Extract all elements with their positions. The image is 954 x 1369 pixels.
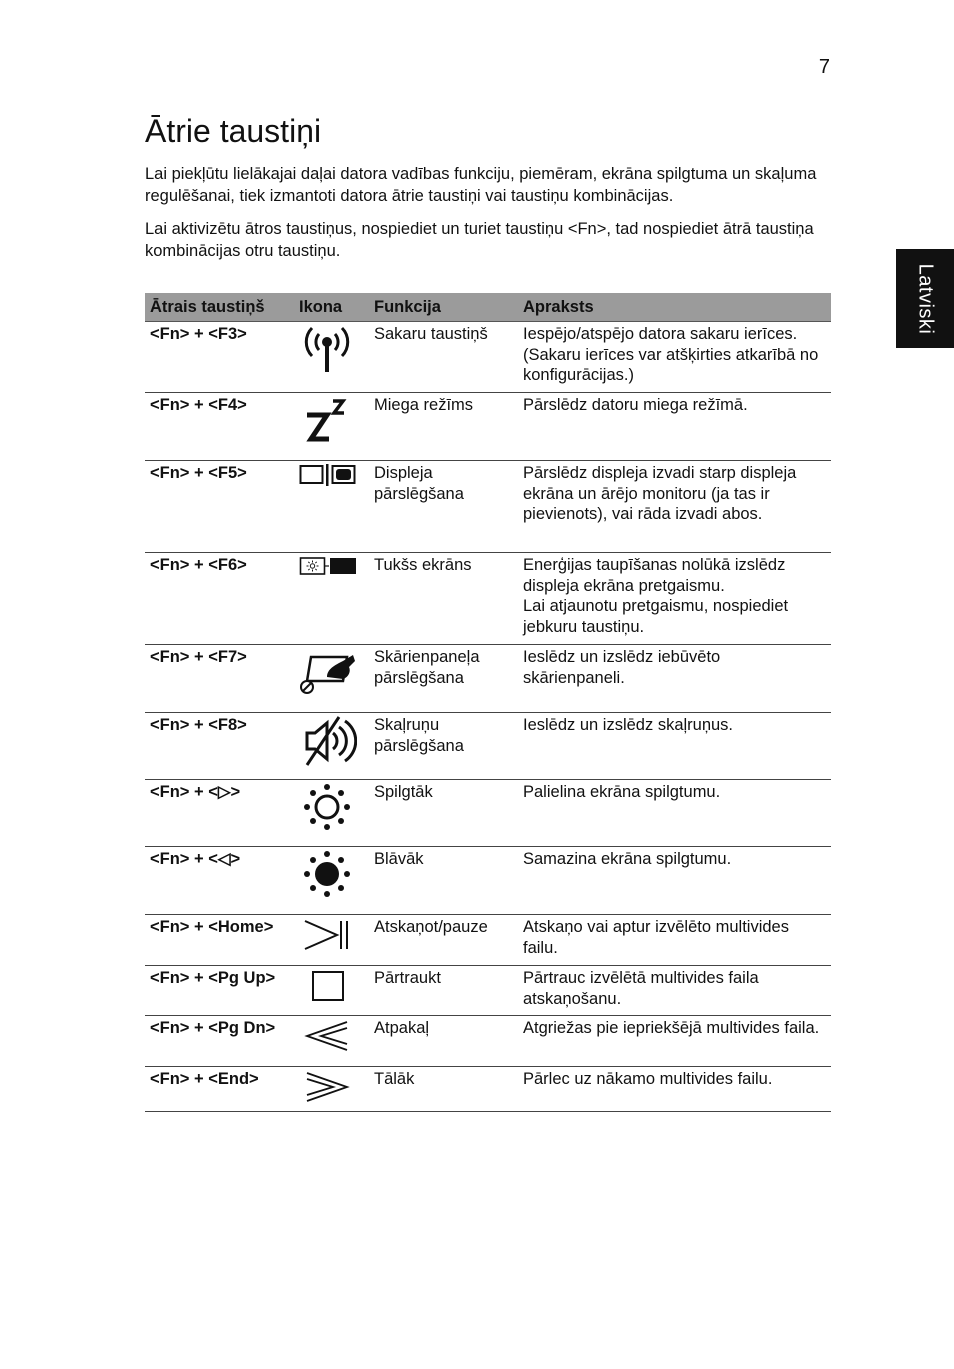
description-cell: Pārslēdz datoru miega režīmā. bbox=[518, 393, 831, 461]
header-hotkey: Ātrais taustiņš bbox=[145, 293, 294, 322]
function-cell: Miega režīms bbox=[369, 393, 518, 461]
table-row bbox=[145, 915, 831, 966]
screen-blank-icon bbox=[299, 555, 357, 577]
hotkey-cell: <Fn> + <F3> bbox=[145, 322, 294, 393]
function-cell: Atpakaļ bbox=[369, 1016, 518, 1067]
previous-icon bbox=[299, 1018, 355, 1054]
header-icon: Ikona bbox=[294, 293, 369, 322]
intro-paragraph-2: Lai aktivizētu ātros taustiņus, nospiediet un turiet taustiņu <Fn>, tad nospiediet ātrā taustiņa kombinācijas otru taustiņu. bbox=[145, 220, 814, 260]
display-toggle-icon bbox=[299, 463, 357, 487]
intro-paragraph-1: Lai piekļūtu lielākajai daļai datora vadības funkciju, piemēram, ekrāna spilgtuma un skaļuma regulēšanai, tiek izmantoti datora ātrie taustiņi vai taustiņu kombinācijas. bbox=[145, 165, 817, 205]
table-row bbox=[145, 393, 831, 461]
description-cell: Ieslēdz un izslēdz iebūvēto skārienpaneli. bbox=[518, 645, 831, 713]
page-title: Ātrie taustiņi bbox=[145, 113, 322, 149]
description-cell: Ieslēdz un izslēdz skaļruņus. bbox=[518, 713, 831, 780]
description-cell: Samazina ekrāna spilgtumu. bbox=[518, 847, 831, 915]
table-row bbox=[145, 1067, 831, 1112]
function-cell: Skaļruņu pārslēgšana bbox=[369, 713, 518, 780]
function-cell: Atskaņot/pauze bbox=[369, 915, 518, 966]
header-description: Apraksts bbox=[518, 293, 831, 322]
hotkey-cell: <Fn> + <F7> bbox=[145, 645, 294, 713]
description-cell: Pārlec uz nākamo multivides failu. bbox=[518, 1067, 831, 1112]
description-cell: Atgriežas pie iepriekšējā multivides faila. bbox=[518, 1016, 831, 1067]
table-row bbox=[145, 322, 831, 393]
hotkeys-table bbox=[145, 293, 831, 1112]
stop-icon bbox=[299, 968, 355, 1004]
brightness-up-icon bbox=[299, 782, 355, 832]
hotkey-cell: <Fn> + <▷> bbox=[145, 780, 294, 847]
description-cell: Pārtrauc izvēlētā multivides faila atskaņošanu. bbox=[518, 966, 831, 1016]
touchpad-toggle-icon bbox=[299, 647, 357, 695]
hotkey-cell: <Fn> + <Pg Dn> bbox=[145, 1016, 294, 1067]
table-row bbox=[145, 1016, 831, 1067]
hotkey-cell: <Fn> + <Home> bbox=[145, 915, 294, 966]
table-row bbox=[145, 713, 831, 780]
wireless-antenna-icon bbox=[299, 324, 355, 374]
page-number: 7 bbox=[818, 56, 830, 78]
hotkey-cell: <Fn> + <F6> bbox=[145, 553, 294, 645]
table-header-row bbox=[145, 293, 831, 322]
description-cell: Atskaņo vai aptur izvēlēto multivides failu. bbox=[518, 915, 831, 966]
play-pause-icon bbox=[299, 917, 355, 953]
sleep-zz-icon bbox=[299, 395, 355, 447]
function-cell: Tālāk bbox=[369, 1067, 518, 1112]
next-icon bbox=[299, 1069, 355, 1105]
hotkey-cell: <Fn> + <F5> bbox=[145, 461, 294, 553]
header-function: Funkcija bbox=[369, 293, 518, 322]
table-row bbox=[145, 645, 831, 713]
speaker-mute-icon bbox=[299, 715, 357, 767]
table-row bbox=[145, 553, 831, 645]
hotkey-cell: <Fn> + <F8> bbox=[145, 713, 294, 780]
hotkey-cell: <Fn> + <End> bbox=[145, 1067, 294, 1112]
function-cell: Skārienpaneļa pārslēgšana bbox=[369, 645, 518, 713]
table-row bbox=[145, 966, 831, 1016]
hotkey-cell: <Fn> + <F4> bbox=[145, 393, 294, 461]
function-cell: Tukšs ekrāns bbox=[369, 553, 518, 645]
table-row bbox=[145, 461, 831, 553]
function-cell: Sakaru taustiņš bbox=[369, 322, 518, 393]
hotkey-cell: <Fn> + <Pg Up> bbox=[145, 966, 294, 1016]
description-cell: Pārslēdz displeja izvadi starp displeja ekrāna un ārējo monitoru (ja tas ir pievienots), vai rāda izvadi abos. bbox=[518, 461, 831, 553]
side-tab-label: Latviski bbox=[914, 263, 937, 334]
description-cell: Palielina ekrāna spilgtumu. bbox=[518, 780, 831, 847]
description-cell: Iespējo/atspējo datora sakaru ierīces. (Sakaru ierīces var atšķirties atkarībā no konfigurācijas.) bbox=[518, 322, 831, 393]
function-cell: Blāvāk bbox=[369, 847, 518, 915]
table-row bbox=[145, 780, 831, 847]
brightness-down-icon bbox=[299, 849, 355, 899]
function-cell: Spilgtāk bbox=[369, 780, 518, 847]
function-cell: Pārtraukt bbox=[369, 966, 518, 1016]
description-cell: Enerģijas taupīšanas nolūkā izslēdz displeja ekrāna pretgaismu. Lai atjaunotu pretgaismu, nospiediet jebkuru taustiņu. bbox=[518, 553, 831, 645]
table-row bbox=[145, 847, 831, 915]
hotkey-cell: <Fn> + <◁> bbox=[145, 847, 294, 915]
language-side-tab bbox=[896, 249, 954, 348]
function-cell: Displeja pārslēgšana bbox=[369, 461, 518, 553]
